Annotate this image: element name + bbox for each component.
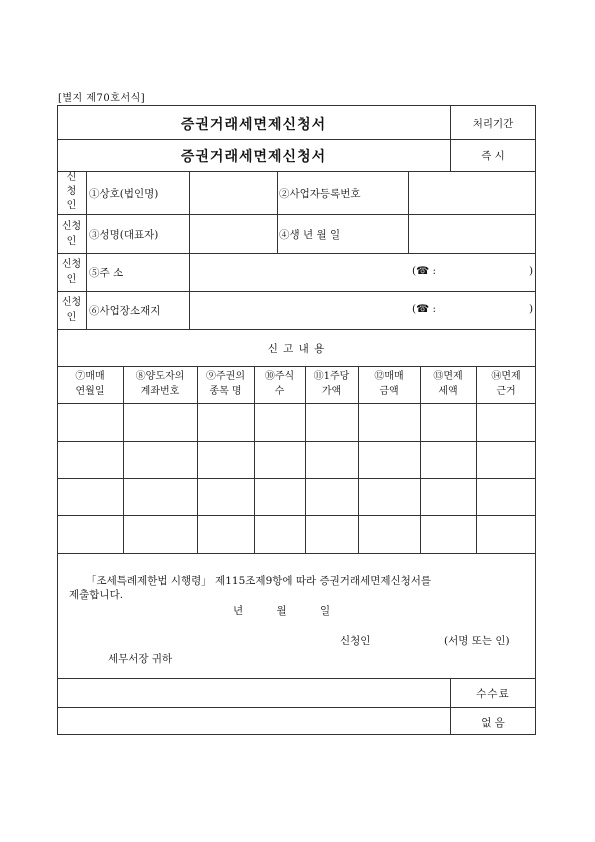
divider [57, 329, 536, 330]
divider [57, 403, 536, 404]
applicant-side-label: 신청 인 [61, 259, 82, 285]
birth-date-label: ④생 년 월 일 [279, 229, 341, 241]
form-title-repeat: 증권거래세면제신청서 [180, 149, 327, 165]
divider [277, 171, 278, 253]
fee-value: 없 음 [481, 717, 505, 729]
column-header: ⑬면제 세액 [433, 371, 463, 397]
phone-close: ) [529, 265, 534, 277]
divider [57, 171, 536, 172]
column-header: ⑨주권의 종목 명 [206, 371, 245, 397]
fee-label: 수수료 [476, 688, 510, 700]
column-header: ⑫매매 금액 [374, 371, 404, 397]
divider [57, 139, 536, 140]
address-label: ⑤주 소 [89, 267, 124, 279]
divider [57, 553, 536, 554]
divider [57, 478, 536, 479]
divider [408, 171, 409, 253]
applicant-signature-label: 신청인 [340, 635, 371, 647]
column-header: ⑭면제 근거 [491, 371, 521, 397]
column-header: ⑪1주당 가액 [313, 371, 350, 397]
company-name-label: ①상호(법인명) [89, 188, 159, 200]
processing-period-label: 처리기간 [472, 118, 514, 130]
form-reference: [별지 제70호서식] [58, 93, 146, 104]
divider [86, 171, 87, 329]
report-section-title: 신 고 내 용 [267, 343, 326, 355]
phone-label: (☎ : [412, 265, 437, 277]
representative-label: ③성명(대표자) [89, 229, 159, 241]
divider [57, 515, 536, 516]
statement-text: 「조세특례제한법 시행령」 제115조제9항에 따라 증권거래세면제신청서를 [86, 575, 432, 587]
column-header: ⑦매매 연월일 [75, 371, 105, 397]
signature-note: (서명 또는 인) [444, 635, 510, 647]
business-address-label: ⑥사업장소재지 [89, 305, 161, 317]
column-header: ⑧양도자의 계좌번호 [135, 371, 185, 397]
divider [57, 707, 536, 708]
divider [57, 678, 536, 679]
submission-date: 년 월 일 [233, 605, 331, 617]
divider [57, 366, 536, 367]
applicant-side-label: 신 청 인 [66, 172, 77, 211]
divider [57, 291, 536, 292]
processing-period-value: 즉 시 [481, 150, 505, 162]
phone-label: (☎ : [412, 303, 437, 315]
recipient: 세무서장 귀하 [108, 653, 173, 665]
divider [57, 253, 536, 254]
form-title: 증권거래세면제신청서 [180, 117, 327, 133]
applicant-side-label: 신청 인 [61, 221, 82, 247]
business-number-label: ②사업자등록번호 [279, 188, 361, 200]
divider [189, 171, 190, 329]
divider [57, 441, 536, 442]
phone-close: ) [529, 303, 534, 315]
divider [57, 214, 536, 215]
column-header: ⑩주식 수 [264, 371, 295, 397]
statement-text: 제출합니다. [69, 589, 124, 601]
applicant-side-label: 신청 인 [61, 297, 82, 323]
